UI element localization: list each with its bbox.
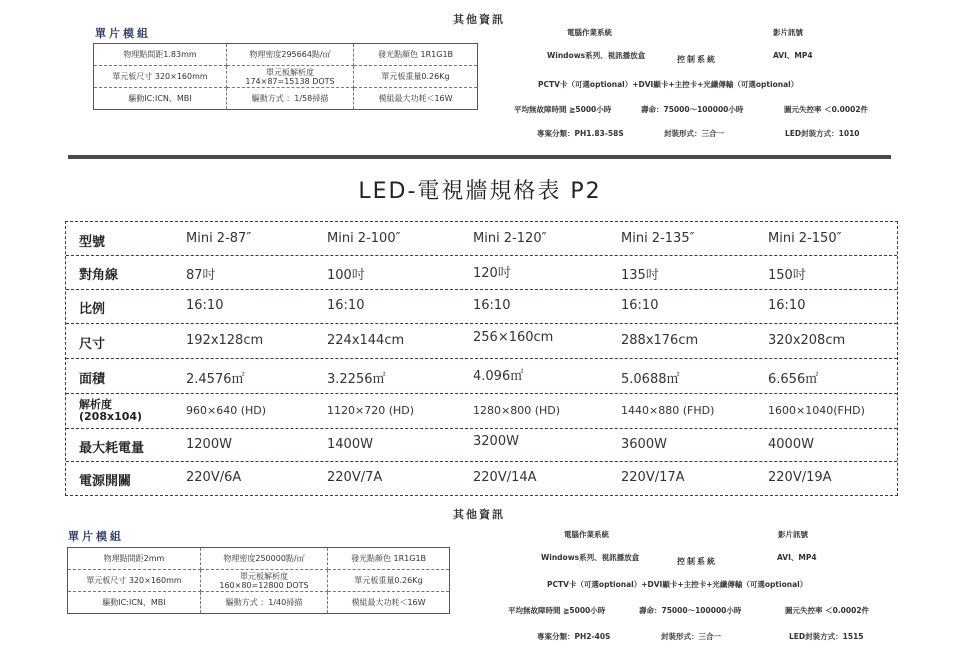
model-name: Mini 2-135″ [621,231,695,246]
module-cell: 驅動IC:ICN、MBI [68,592,201,614]
control-label: 控制系統 [677,55,717,64]
pixel-loss-text: 圖元失控率 ＜0.0002件 [785,606,870,615]
spec-value: 1200W [186,437,232,452]
module-cell: 單元板尺寸 320×160mm [68,570,201,592]
mtbf-text: 平均無故障時間 ≧5000小時 [508,606,606,615]
os-label: 電腦作業系統 [567,28,612,37]
spec-value: 220V/6A [186,470,242,485]
spec-value: 100吋 [327,268,365,283]
module-cell: 單元板解析度 160×80=12800 DOTS [201,570,328,592]
spec-value: 192x128cm [186,333,264,348]
spec-value: 256×160cm [473,330,554,345]
module-title: 單片模組 [95,27,151,40]
spec-row-ratio [66,290,897,324]
video-value: AVI、MP4 [777,553,817,562]
mtbf-text: 平均無故障時間 ≧5000小時 [514,105,612,114]
module-cell: 發光點顏色 1R1G1B [328,548,450,570]
other-info-title: 其他資訊 [453,508,505,521]
spec-row-power-switch [66,462,897,495]
spec-row-diagonal [66,256,897,290]
spec-value: 1400W [327,437,373,452]
spec-value: 1120×720 (HD) [327,404,415,417]
spec-value: 1440×880 (FHD) [621,404,715,417]
module-cell: 物理密度295664點/㎡ [227,44,354,66]
spec-value: 120吋 [473,266,511,281]
spec-value: 2.4576㎡ [186,372,245,387]
spec-value: 220V/17A [621,470,685,485]
module-title: 單片模組 [68,530,124,543]
module-cell: 單元板重量0.26Kg [354,66,478,88]
module-cell: 模組最大功耗＜16W [328,592,450,614]
module-cell: 單元板尺寸 320×160mm [94,66,227,88]
spec-row-label: 電源開關 [79,474,132,489]
spec-value: 220V/14A [473,470,537,485]
page-title: LED-電視牆規格表 P2 [358,179,602,204]
spec-row-label: 面積 [79,372,106,387]
category-text: 專案分類：PH1.83-58S [537,129,624,138]
spec-value: 16:10 [473,298,511,313]
package-text: 封裝形式：三合一 [664,129,724,138]
os-label: 電腦作業系統 [564,530,609,539]
control-value: PCTV卡（可選optional）+DVI顯卡+主控卡+光纖傳輸（可選optional） [538,80,799,89]
model-name: Mini 2-150″ [768,231,842,246]
model-name: Mini 2-87″ [186,231,252,246]
module-cell: 發光點顏色 1R1G1B [354,44,478,66]
video-label: 影片訊號 [773,28,803,37]
module-cell: 單元板重量0.26Kg [328,570,450,592]
module-cell: 驅動方式 ：1/58掃描 [227,88,354,110]
spec-row-label: 比例 [79,302,106,317]
spec-row-label: 解析度 (208x104) [79,398,143,423]
other-info-title: 其他資訊 [453,13,505,26]
spec-value: 1600×1040(FHD) [768,404,865,417]
spec-value: 16:10 [768,298,806,313]
spec-row-label: 對角線 [79,268,119,283]
divider [68,155,891,159]
spec-value: 4000W [768,437,814,452]
lifespan-text: 壽命：75000～100000小時 [639,606,742,615]
spec-value: 6.656㎡ [768,372,819,387]
pixel-loss-text: 圖元失控率 ＜0.0002件 [784,105,869,114]
module-cell: 物理密度250000點/㎡ [201,548,328,570]
led-package-text: LED封裝方式：1515 [789,632,864,641]
video-value: AVI、MP4 [773,51,813,60]
spec-value: 1280×800 (HD) [473,404,561,417]
spec-value: 220V/7A [327,470,383,485]
spec-value: 224x144cm [327,333,405,348]
spec-row-power [66,429,897,462]
spec-value: 16:10 [186,298,224,313]
spec-value: 320x208cm [768,333,846,348]
module-spec-table [93,43,478,110]
module-spec-table [67,547,450,614]
spec-value: 150吋 [768,268,806,283]
spec-value: 16:10 [327,298,365,313]
spec-value: 16:10 [621,298,659,313]
spec-row-size [66,324,897,359]
spec-value: 960×640 (HD) [186,404,267,417]
model-name: Mini 2-100″ [327,231,401,246]
video-label: 影片訊號 [778,530,808,539]
spec-value: 135吋 [621,268,659,283]
category-text: 專案分類：PH2-40S [537,632,611,641]
spec-header-row [66,222,897,256]
spec-value: 3600W [621,437,667,452]
spec-value: 4.096㎡ [473,369,524,384]
module-cell: 驅動方式 ：1/40掃描 [201,592,328,614]
module-cell: 模組最大功耗＜16W [354,88,478,110]
spec-row-resolution [66,394,897,429]
spec-table [65,221,898,496]
spec-value: 5.0688㎡ [621,372,680,387]
spec-value: 220V/19A [768,470,832,485]
model-name: Mini 2-120″ [473,231,547,246]
lifespan-text: 壽命：75000～100000小時 [641,105,744,114]
os-value: Windows系列、視訊播放盒 [541,553,640,562]
spec-row-area [66,359,897,394]
spec-value: 3.2256㎡ [327,372,386,387]
led-package-text: LED封裝方式：1010 [785,129,860,138]
spec-header-label: 型號 [79,235,106,250]
module-cell: 物理點間距2mm [68,548,201,570]
spec-value: 87吋 [186,268,216,283]
spec-value: 288x176cm [621,333,699,348]
os-value: Windows系列、視訊播放盒 [547,51,646,60]
spec-row-label: 尺寸 [79,337,106,352]
spec-row-label: 最大耗電量 [79,441,145,456]
module-cell: 物理點間距1.83mm [94,44,227,66]
module-cell: 驅動IC:ICN、MBI [94,88,227,110]
control-label: 控制系統 [677,557,717,566]
module-cell: 單元板解析度 174×87=15138 DOTS [227,66,354,88]
control-value: PCTV卡（可選optional）+DVI顯卡+主控卡+光纖傳輸（可選optional） [547,580,808,589]
package-text: 封裝形式：三合一 [661,632,721,641]
spec-value: 3200W [473,434,519,449]
